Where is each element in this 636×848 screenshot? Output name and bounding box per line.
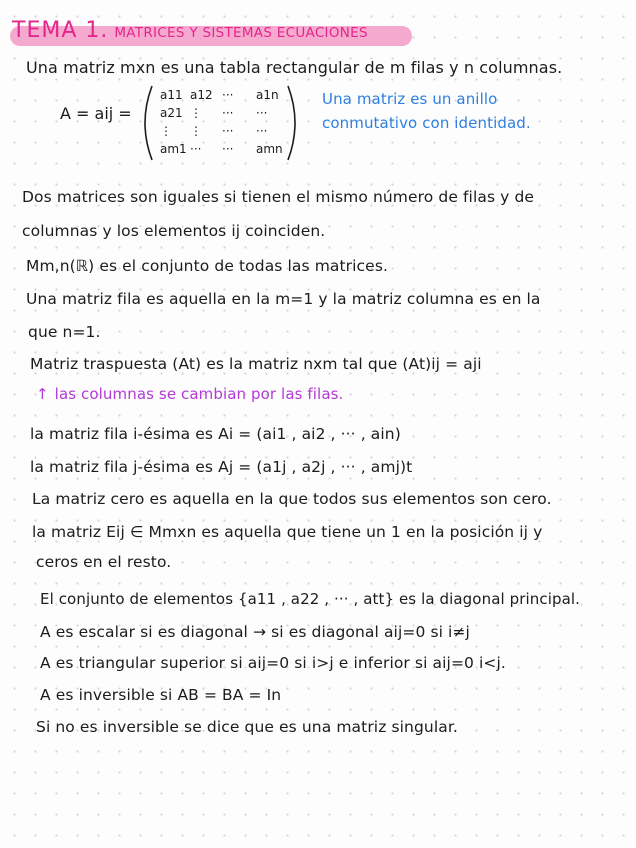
text-line-3: Mm,n(ℝ) es el conjunto de todas las matrices. [26,257,389,275]
matrix-cell: a21 [160,106,183,120]
matrix-cell: ··· [190,142,202,156]
matrix-cell: ··· [256,106,268,120]
matrix-cell: ··· [256,124,268,138]
title-main: TEMA 1. [12,18,109,43]
text-line-2: columnas y los elementos ij coinciden. [22,222,326,240]
matrix-cell: ⋮ [190,106,202,120]
text-line-8: la matriz fila i-ésima es Ai = (ai1 , ai2 , ··· , ain) [30,425,401,443]
matrix-cell: a11 [160,88,183,102]
matrix-cell: a1n [256,88,279,102]
matrix-cell: ··· [222,124,234,138]
text-line-13: El conjunto de elementos {a11 , a22 , ··· , att} es la diagonal principal. [40,590,581,608]
note-blue-line-1: Una matriz es un anillo [322,90,498,108]
text-line-4: Una matriz fila es aquella en la m=1 y la matriz columna es en la [26,290,541,308]
text-line-10: La matriz cero es aquella en la que todos sus elementos son cero. [32,490,552,508]
matrix-cell: am1 [160,142,187,156]
matrix-diagram [140,84,300,162]
note-purple-text: las columnas se cambian por las filas. [54,385,344,403]
matrix-cell: a12 [190,88,213,102]
matrix-cell: amn [256,142,283,156]
title-sub: MATRICES Y SISTEMAS ECUACIONES [114,25,368,41]
text-line-15: A es triangular superior si aij=0 si i>j e inferior si aij=0 i<j. [40,654,506,672]
matrix-cell: ··· [222,142,234,156]
note-blue-line-2: conmutativo con identidad. [322,114,531,132]
text-line-17: Si no es inversible se dice que es una matriz singular. [36,718,458,736]
matrix-cell: ⋮ [190,124,202,138]
text-line-5: que n=1. [28,323,101,341]
text-line-11: la matriz Eij ∈ Mmxn es aquella que tiene un 1 en la posición ij y [32,523,543,541]
text-line-1: Dos matrices son iguales si tienen el mismo número de filas y de [22,188,535,206]
text-line-12: ceros en el resto. [36,553,172,571]
matrix-cell: ⋮ [160,124,172,138]
matrix-cell: ··· [222,88,234,102]
title-block [10,18,368,48]
text-line-9: la matriz fila j-ésima es Aj = (a1j , a2j , ··· , amj)t [30,458,413,476]
matrix-label: A = aij = [60,104,132,123]
matrix-cell: ··· [222,106,234,120]
text-line-16: A es inversible si AB = BA = In [40,686,282,704]
text-line-6: Matriz traspuesta (At) es la matriz nxm tal que (At)ij = aji [30,355,482,373]
intro-line: Una matriz mxn es una tabla rectangular de m filas y n columnas. [26,58,563,77]
text-line-14: A es escalar si es diagonal → si es diagonal aij=0 si i≠j [40,623,470,641]
note-purple [36,385,343,403]
page-title [10,18,368,43]
arrow-up-icon: ↑ [36,385,49,403]
